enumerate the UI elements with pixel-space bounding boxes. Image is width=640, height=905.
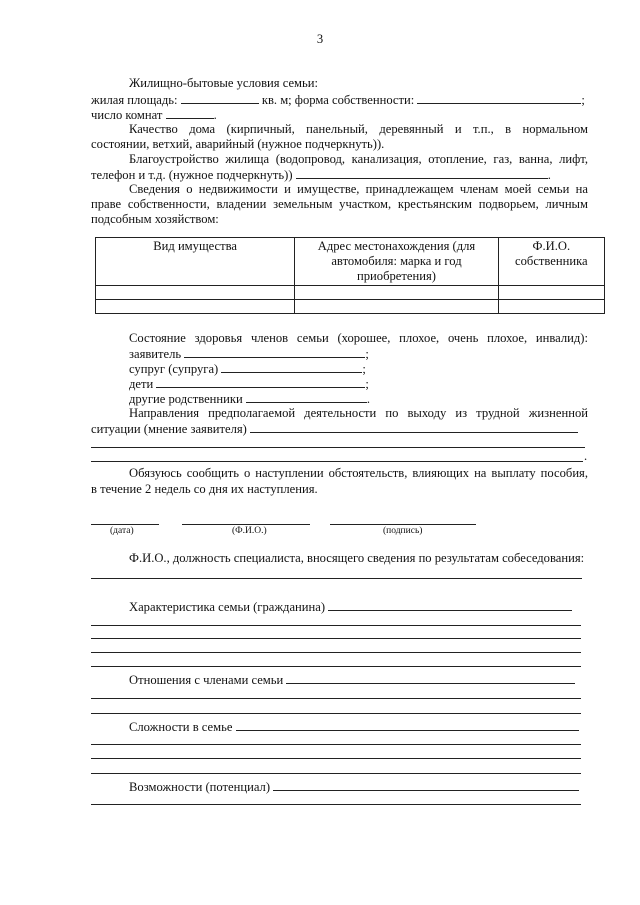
- page-number: 3: [316, 32, 324, 46]
- direction-line[interactable]: [91, 461, 583, 462]
- health-spouse-label: супруг (супруга): [129, 362, 219, 376]
- property-table-header: [96, 238, 605, 286]
- family-char-field[interactable]: [328, 599, 572, 611]
- living-area-unit: кв. м; форма собственности:: [261, 93, 415, 107]
- direction-text-cont: ситуации (мнение заявителя): [91, 422, 247, 436]
- health-relatives-field[interactable]: [246, 391, 367, 403]
- signature-caption: (подпись): [383, 526, 423, 536]
- difficulties-line[interactable]: [91, 773, 581, 774]
- name-line[interactable]: [182, 524, 310, 525]
- specialist-line[interactable]: [91, 578, 582, 579]
- potential-field[interactable]: [273, 779, 579, 791]
- health-spouse-row: супруг (супруга) ;: [129, 362, 366, 376]
- health-spouse-field[interactable]: [221, 361, 362, 373]
- house-quality-text-cont: состоянии, ветхий, аварийный (нужное подчеркнуть)).: [91, 137, 385, 151]
- difficulties-line[interactable]: [91, 758, 581, 759]
- property-table: [95, 237, 605, 314]
- health-applicant-label: заявитель: [129, 347, 182, 361]
- property-intro-end: подсобным хозяйством:: [91, 212, 219, 226]
- table-row: [96, 286, 605, 300]
- table-cell[interactable]: [295, 300, 498, 314]
- amenities-field[interactable]: [296, 167, 548, 179]
- rooms-label: число комнат: [91, 108, 163, 122]
- health-relatives-label: другие родственники: [129, 392, 243, 406]
- date-caption: (дата): [110, 526, 134, 536]
- relations-line[interactable]: [91, 698, 581, 699]
- direction-field[interactable]: [250, 421, 578, 433]
- family-char-line[interactable]: [91, 625, 581, 626]
- family-char-line[interactable]: [91, 666, 581, 667]
- direction-line[interactable]: [91, 447, 585, 448]
- health-heading: Состояние здоровья членов семьи (хорошее, плохое, очень плохое, инвалид):: [129, 331, 588, 345]
- health-applicant-field[interactable]: [184, 346, 365, 358]
- name-caption: (Ф.И.О.): [232, 526, 267, 536]
- specialist-heading: Ф.И.О., должность специалиста, вносящего сведения по результатам собеседования:: [129, 551, 585, 565]
- rooms-field[interactable]: [166, 107, 214, 119]
- date-line[interactable]: [91, 524, 159, 525]
- table-row: [96, 300, 605, 314]
- document-page: 3 Жилищно-бытовые условия семьи: жилая площадь: кв. м; форма собственности: ; число комнат . Качество дома (кирпичный, панельный, деревянный и т.п., в нормальном состоянии, ветхий, аварийный (нужное подчеркнуть)). Благоустройство жилища (водопровод, канализация, отопление, газ, ванна, лифт, телефон и т.д. (нужное подчеркнуть)) . Сведения о недвижимости и имуществе, принадлежащем членам моей семьи на праве собственности, владении земельным участком, крестьянским подворьем, личным подсобным хозяйством: Вид имущества Адрес местонахождения (для автомобиля: марка и год приобретения) Ф.И.О. собственника Состояние здоровья членов семьи (хорошее, плохое, очень плохое, инвалид): заявитель ; супруг (супруга) ; дети ; другие родственники . Направления предполагаемой деятельности по выходу из трудной жизненной ситуации (мнение заявителя) . Обязуюсь сообщить о наступлении обстоятельств, влияющих на выплату пособия, в течение 2 недель со дня их наступления. (дата) (Ф.И.О.) (подпись) Ф.И.О., должность специалиста, вносящего сведения по результатам собеседования: Характеристика семьи (гражданина) Отношения с членами семьи Сложности в семье Возможности (потенциал): [0, 0, 640, 905]
- health-children-row: дети ;: [129, 377, 369, 391]
- health-children-field[interactable]: [156, 376, 365, 388]
- potential-label: Возможности (потенциал): [129, 780, 271, 794]
- table-cell[interactable]: [498, 286, 604, 300]
- family-char-row: [129, 599, 588, 615]
- obligation-text-cont: в течение 2 недель со дня их наступления.: [91, 482, 318, 496]
- table-cell[interactable]: [96, 286, 295, 300]
- table-cell[interactable]: [498, 300, 604, 314]
- obligation-text: Обязуюсь сообщить о наступлении обстоятельств, влияющих на выплату пособия,: [129, 466, 588, 480]
- health-children-label: дети: [129, 377, 154, 391]
- living-area-label: жилая площадь:: [91, 93, 178, 107]
- family-char-label: Характеристика семьи (гражданина): [129, 600, 326, 614]
- health-applicant-row: заявитель ;: [129, 347, 369, 361]
- amenities-row: телефон и т.д. (нужное подчеркнуть)) .: [91, 168, 551, 182]
- table-cell[interactable]: [295, 286, 498, 300]
- difficulties-label: Сложности в семье: [129, 720, 233, 734]
- difficulties-row: [129, 719, 588, 735]
- difficulties-field[interactable]: [236, 719, 579, 731]
- living-area-field[interactable]: [181, 92, 259, 104]
- difficulties-line[interactable]: [91, 744, 581, 745]
- relations-line[interactable]: [91, 713, 581, 714]
- rooms-row: число комнат .: [91, 108, 217, 122]
- property-intro: Сведения о недвижимости и имуществе, принадлежащем членам моей семьи на: [129, 182, 588, 196]
- housing-heading: Жилищно-бытовые условия семьи:: [129, 76, 319, 90]
- direction-row: [91, 421, 588, 437]
- property-intro-cont: праве собственности, владении земельным участком, крестьянским подворьем, личным: [91, 197, 588, 211]
- living-area-row: жилая площадь: кв. м; форма собственности: ;: [91, 93, 585, 107]
- relations-field[interactable]: [286, 672, 575, 684]
- amenities-text: Благоустройство жилища (водопровод, канализация, отопление, газ, ванна, лифт,: [129, 152, 588, 166]
- ownership-form-field[interactable]: [417, 92, 581, 104]
- house-quality-text: Качество дома (кирпичный, панельный, деревянный и т.п., в нормальном: [129, 122, 588, 136]
- relations-label: Отношения с членами семьи: [129, 673, 284, 687]
- potential-row: [129, 779, 588, 795]
- amenities-text-cont: телефон и т.д. (нужное подчеркнуть)): [91, 168, 293, 182]
- direction-text: Направления предполагаемой деятельности по выходу из трудной жизненной: [129, 406, 588, 420]
- family-char-line[interactable]: [91, 638, 581, 639]
- column-address: Адрес местонахождения (для автомобиля: марка и год приобретения): [295, 238, 498, 286]
- health-relatives-row: другие родственники .: [129, 392, 371, 406]
- table-cell[interactable]: [96, 300, 295, 314]
- column-owner-name: Ф.И.О. собственника: [498, 238, 604, 286]
- relations-row: [129, 672, 588, 688]
- family-char-line[interactable]: [91, 652, 581, 653]
- signature-line[interactable]: [330, 524, 476, 525]
- column-property-type: Вид имущества: [96, 238, 295, 286]
- potential-line[interactable]: [91, 804, 581, 805]
